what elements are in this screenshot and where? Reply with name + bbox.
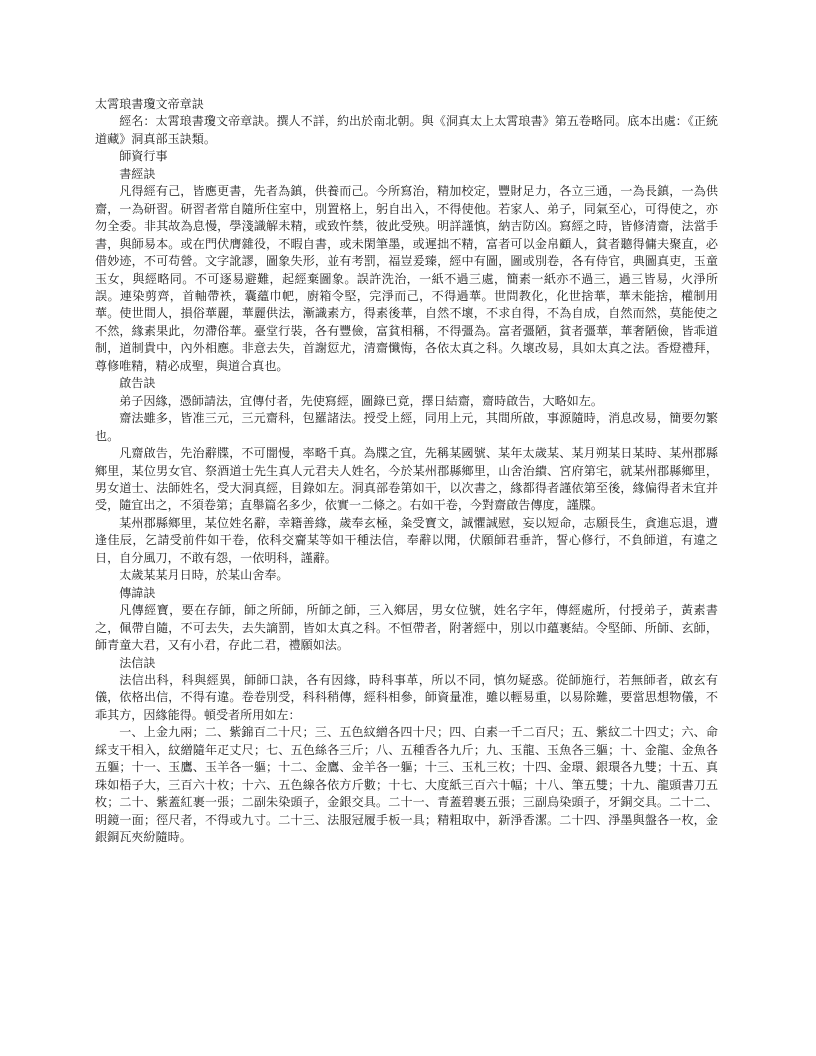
paragraph-faxin-item-list: 一、上金九兩；二、紫錦百二十尺；三、五色紋繒各四十尺；四、白素一千二百尺；五、紫紋二十四丈；六、命綵支干相入，紋繒隨年疋丈尺；七、五色絲各三斤；八、五種香各九斤；九、玉龍、玉魚各三軀；十、金龍、金魚各五軀；十一、玉鷹、玉羊各一軀；十二、金鷹、金羊各一軀；十三、玉札三枚；十四、金環、銀環各九雙；十五、真珠如梧子大，三百六十枚；十六、五色線各依方斤數；十七、大度紙三百六十幅；十八、筆五雙；十九、龍頭書刀五枚；二十、紫蓋紅裹一張；二副朱染頭子，金銀交具。二十一、青蓋碧裹五張；三副烏染頭子，牙銅交具。二十二、明鏡一面；徑尺者，不得或九寸。二十三、法服冠履手板一具；精粗取中，新淨香潔。二十四、淨墨與盤各一枚，金銀銅瓦夾紛隨時。: [95, 725, 718, 845]
document-title: 太霄琅書瓊文帝章訣: [95, 97, 204, 111]
paragraph-qigaojue-5: 太歲某某月日時，於某山舍奉。: [119, 568, 289, 583]
paragraph-faxinjue-body: 法信出科，科與經異，師師口訣，各有因緣，時科事革，所以不同，慎勿疑惑。從師施行，若無師者，啟玄有儀，依格出信，不得有違。卷卷別受，科科稍傳，經科相參，師資量准，雖以輕易重，以易除難，要當思想物儀，不乖其方，因緣能得。頓受者所用如左：: [95, 672, 718, 722]
section-heading-shizixingshi: 師資行事: [119, 149, 168, 164]
section-heading-chuanhuijue: 傳諱訣: [119, 585, 156, 600]
paragraph-chuanhuijue-body: 凡傳經寶，要在存師，師之所師，所師之師，三入鄉居，男女位號，姓名字年，傳經處所，付授弟子，黃素書之，佩帶自隨，不可去失，去失謫罰，皆如太真之科。不恒帶者，附著經中，別以巾蘊裹結。令堅師、所師、玄師，師青童大君，又有小君，存此二君，禮願如法。: [95, 603, 718, 653]
paragraph-qigaojue-4: 某州郡縣鄉里，某位姓名辭，幸籍善緣，歲奉玄極，粂受寶文，誠懼誠慰，妄以短命，志願長生，貪進忘退，遭逢佳辰，乞請受前件如干卷，依科交齎某等如干種法信，奉辭以聞，伏願師君垂許，誓心修行，不負師道，有違之日，自分風刀，不敢有怨，一依明科，謹辭。: [95, 515, 718, 565]
section-heading-faxinjue: 法信訣: [119, 655, 156, 670]
paragraph-qigaojue-1: 弟子因緣，憑師請法，宜傳付者，先使寫經，圖錄已竟，擇日結齋，齋時啟告，大略如左。: [119, 393, 603, 408]
section-heading-shujingjue: 書經訣: [119, 166, 156, 181]
paragraph-qigaojue-2: 齋法雖多，皆准三元，三元齋科，包羅諸法。授受上經，同用上元，其間所啟，事源隨時，消息改易，簡要勿繁也。: [95, 411, 718, 443]
colophon-paragraph: 經名：太霄琅書瓊文帝章訣。撰人不詳，約出於南北朝。與《洞真太上太霄琅書》第五卷略同。底本出處：《正統道藏》洞真部玉訣類。: [95, 114, 718, 146]
document-body: [95, 96, 718, 846]
section-heading-qigaojue: 啟告訣: [119, 376, 156, 391]
paragraph-shujingjue-body: 凡得經有己，皆應更書，先者為鎮，供養而己。今所寫治，精加校定，豐財足力，各立三通，一為長鎮，一為供齋，一為研習。研習者常自隨所住室中，別置格上，躬自出入，不得使他。若家人、弟子，同氣至心，可得使之，亦勿全委。非其故為息慢，學淺識解未精，或致忤禁，彼此受殃。明詳謹慎，納吉防凶。寫經之時，皆修清齋，法當手書，與師易本。或在門伏膺雜役，不暇自書，或未閑筆墨，或遲拙不精，富者可以金帛顧人，貧者聽得傭夫聚直，必借妙迹，不可苟營。文字訛謬，圖象失形，並有考罰，福豈爰臻，經中有圖，圖或別卷，各有侍官，典圖真吏，玉童玉女，與經略同。不可逐易避難，起經棄圖象。誤許洗治，一紙不過三處，簡素一紙亦不過三，過三皆易，火淨所誤。連染剪齊，首軸帶袟，囊蘊巾帊，廚箱令堅，完淨而己，不得過華。世問教化，化世捨華，華未能捨，權制用華。使世間人，損俗華麗，華麗供法，漸識素方，得素後華，自然不壞，不求自得，不為自成，自然而然，莫能使之不然，緣素果此，勿滯俗華。臺堂行裝，各有豐儉，富貧相稱，不得彊為。富者彊陋，貧者彊華，華奢陋儉，皆乖道制，道制貴中，內外相應。非意去失，首謝愆尤，清齋懺悔，各依太真之科。久壞改易，具如太真之法。香燈禮拜，尊修唯精，精必成聖，與道合真也。: [95, 184, 718, 373]
paragraph-qigaojue-3: 凡齋啟告，先治辭牒，不可闇慢，率略千真。為牒之宜，先稱某國號、某年太歲某、某月朔某日某時、某州郡縣鄉里，某位男女官、祭酒道士先生真人元君夫人姓名，今於某州郡縣鄉里，山舍治繢、宮府第宅，就某州郡縣鄉里，男女道士、法師姓名，受大洞真經，目錄如左。洞真部卷第如干，以次書之，緣都得者謹依第至後，緣偏得者未宜并受，隨宜出之，不須卷第；直舉篇名多少，依實一二條之。右如干卷，今對齋啟告傳度，謹牒。: [95, 446, 718, 513]
